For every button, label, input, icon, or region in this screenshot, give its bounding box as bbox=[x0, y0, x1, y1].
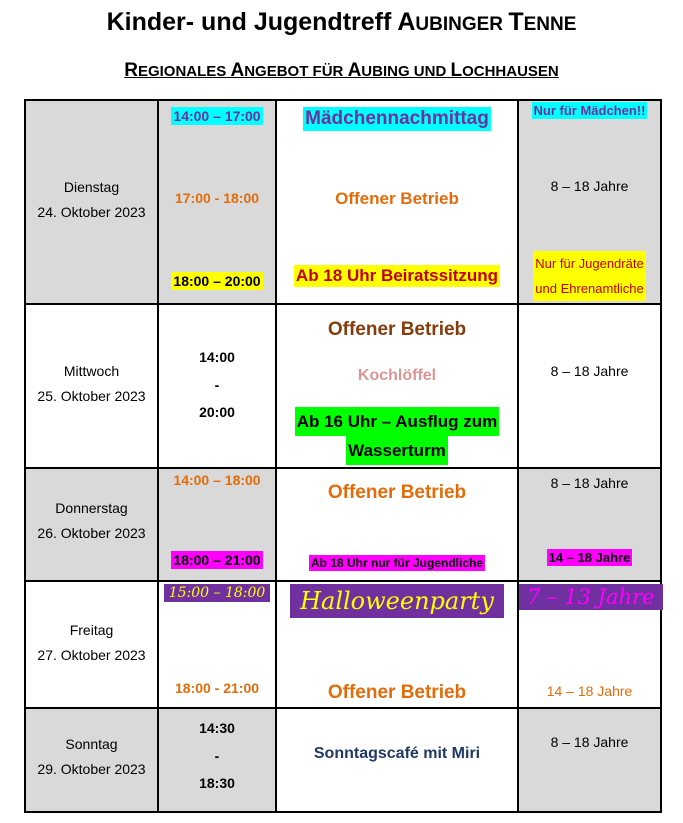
age-cell-thursday bbox=[518, 468, 661, 581]
date-label: 25. Oktober 2023 bbox=[37, 388, 146, 404]
date-cell-thursday bbox=[25, 468, 158, 581]
day-label: Dienstag bbox=[63, 179, 120, 195]
activity-label: Kochlöffel bbox=[357, 367, 437, 384]
day-label: Sonntag bbox=[65, 736, 118, 752]
age-cell-wednesday bbox=[518, 304, 661, 468]
date-label: 26. Oktober 2023 bbox=[37, 525, 146, 541]
time-slot: 18:00 - 21:00 bbox=[174, 680, 260, 696]
date-cell-friday bbox=[25, 581, 158, 708]
title-t1: T bbox=[508, 8, 524, 36]
age-label: Nur für Jugendräte bbox=[533, 251, 645, 276]
title-prefix: Kinder- und Jugendtreff bbox=[106, 8, 398, 36]
subtitle-au: A bbox=[347, 60, 362, 81]
page-title bbox=[0, 8, 683, 37]
title-a2: UBINGER bbox=[415, 14, 509, 35]
time-slot: 18:00 – 20:00 bbox=[173, 273, 261, 289]
activity-label: Offener Betrieb bbox=[327, 319, 467, 340]
activity-cell-sunday bbox=[276, 708, 518, 812]
activity-cell-friday bbox=[276, 581, 518, 708]
row-thursday bbox=[25, 468, 661, 581]
day-label: Freitag bbox=[69, 622, 114, 638]
time-slot: 17:00 - 18:00 bbox=[174, 190, 260, 206]
age-label: 8 – 18 Jahre bbox=[550, 475, 629, 491]
date-label: 24. Oktober 2023 bbox=[37, 204, 146, 220]
activity-label: Ab 18 Uhr Beiratssitzung bbox=[295, 266, 499, 285]
subtitle-4: OCHHAUSEN bbox=[462, 63, 559, 80]
age-label: Nur für Mädchen!! bbox=[533, 103, 646, 118]
age-label: 8 – 18 Jahre bbox=[550, 363, 629, 379]
time-slot: 18:30 bbox=[199, 775, 235, 791]
time-slot: 15:00 – 18:00 bbox=[164, 584, 271, 602]
time-slot: - bbox=[214, 376, 220, 393]
time-cell-wednesday bbox=[158, 304, 276, 468]
date-label: 29. Oktober 2023 bbox=[37, 761, 146, 777]
time-slot: 14:00 bbox=[199, 349, 235, 365]
subtitle-3: UBING UND bbox=[361, 63, 451, 80]
activity-label: Ab 16 Uhr – Ausflug zum bbox=[295, 407, 500, 436]
age-label: 7 – 13 Jahre bbox=[519, 584, 663, 610]
activity-cell-wednesday bbox=[276, 304, 518, 468]
activity-label: Halloweenparty bbox=[290, 584, 504, 618]
age-label: 14 – 18 Jahre bbox=[546, 683, 633, 699]
subtitle-2: NGEBOT FÜR bbox=[244, 63, 348, 80]
schedule-table bbox=[24, 99, 662, 813]
activity-label: Offener Betrieb bbox=[327, 482, 467, 503]
day-label: Donnerstag bbox=[55, 500, 128, 516]
activity-label: Ab 18 Uhr nur für Jugendliche bbox=[310, 556, 484, 570]
age-label: und Ehrenamtliche bbox=[533, 276, 645, 301]
age-cell-sunday bbox=[518, 708, 661, 812]
activity-cell-thursday bbox=[276, 468, 518, 581]
activity-label: Offener Betrieb bbox=[327, 682, 467, 703]
time-cell-tuesday bbox=[158, 100, 276, 304]
time-slot: 18:00 – 21:00 bbox=[173, 552, 261, 568]
subtitle-a: A bbox=[230, 60, 245, 81]
age-cell-friday bbox=[518, 581, 661, 708]
activity-label: Wasserturm bbox=[346, 436, 448, 465]
row-tuesday bbox=[25, 100, 661, 304]
subtitle-1: EGIONALES bbox=[137, 63, 231, 80]
activity-label: Mädchennachmittag bbox=[305, 108, 489, 129]
row-sunday bbox=[25, 708, 661, 812]
time-slot: 14:00 – 18:00 bbox=[173, 472, 261, 488]
time-slot: 20:00 bbox=[199, 404, 235, 420]
date-label: 27. Oktober 2023 bbox=[37, 647, 146, 663]
date-cell-sunday bbox=[25, 708, 158, 812]
age-cell-tuesday bbox=[518, 100, 661, 304]
row-friday bbox=[25, 581, 661, 708]
subtitle-r: R bbox=[124, 60, 138, 81]
age-label: 8 – 18 Jahre bbox=[550, 734, 629, 750]
subtitle-l: L bbox=[450, 60, 463, 81]
page-subtitle bbox=[0, 60, 683, 82]
time-cell-thursday bbox=[158, 468, 276, 581]
time-cell-friday bbox=[158, 581, 276, 708]
title-t2: ENNE bbox=[523, 14, 577, 35]
title-a1: A bbox=[397, 8, 416, 36]
time-cell-sunday bbox=[158, 708, 276, 812]
date-cell-tuesday bbox=[25, 100, 158, 304]
activity-cell-tuesday bbox=[276, 100, 518, 304]
day-label: Mittwoch bbox=[63, 363, 120, 379]
activity-label: Offener Betrieb bbox=[335, 189, 459, 208]
activity-label: Sonntagscafé mit Miri bbox=[313, 745, 481, 762]
age-label: 14 – 18 Jahre bbox=[548, 550, 631, 565]
time-slot: 14:30 bbox=[199, 720, 235, 736]
time-slot: - bbox=[214, 747, 220, 764]
row-wednesday bbox=[25, 304, 661, 468]
time-slot: 14:00 – 17:00 bbox=[173, 108, 261, 124]
date-cell-wednesday bbox=[25, 304, 158, 468]
age-label: 8 – 18 Jahre bbox=[550, 178, 629, 194]
